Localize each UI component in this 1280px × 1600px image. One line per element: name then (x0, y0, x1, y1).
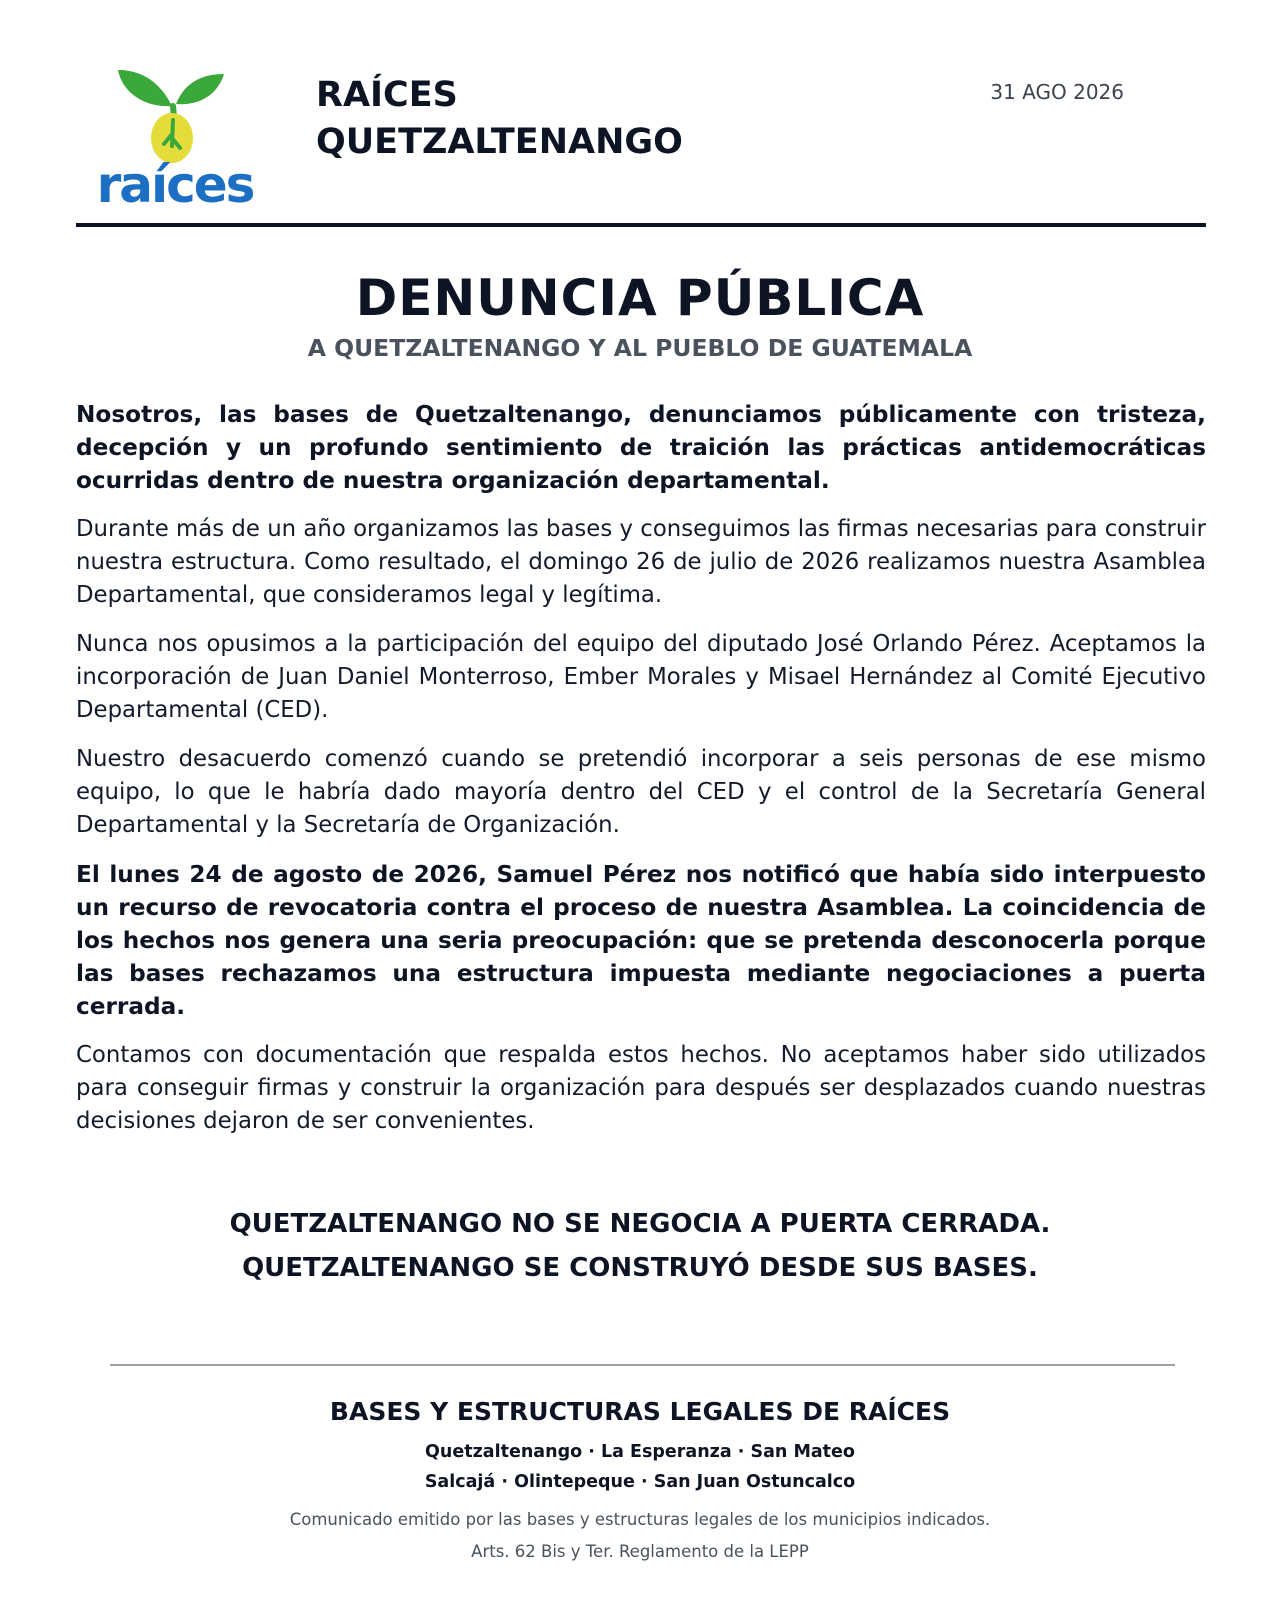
footer-divider (110, 1364, 1175, 1366)
page-subtitle: A QUETZALTENANGO Y AL PUEBLO DE GUATEMALA (307, 334, 973, 362)
paragraph: Durante más de un año organizamos las bases y conseguimos las firmas necesarias para construir nuestra estructura. Como resultado, el domingo 26 de julio de 2026 realizamos nuestra Asamblea Departamental, que consideramos legal y legítima. (76, 516, 1206, 608)
legal-reference: Arts. 62 Bis y Ter. Reglamento de la LEPP (471, 1542, 809, 1561)
municipalities-line1: Quetzaltenango · La Esperanza · San Mateo (425, 1442, 855, 1462)
paragraph: Nuestro desacuerdo comenzó cuando se pretendió incorporar a seis personas de ese mismo equipo, lo que le habría dado mayoría dentro del CED y el control de la Secretaría General Departamental y la Secretaría de Organización. (76, 746, 1206, 838)
logo-wordmark: raíces (96, 156, 254, 214)
org-name-line2: QUETZALTENANGO (316, 122, 683, 162)
statement-body (76, 398, 1206, 1154)
paragraph: Nunca nos opusimos a la participación del equipo del diputado José Orlando Pérez. Aceptamos la incorporación de Juan Daniel Monterroso, Ember Morales y Misael Hernández al Comité Ejecutivo Departamental (CED). (76, 631, 1206, 723)
document-date: 31 AGO 2026 (990, 80, 1124, 104)
footer-note: Comunicado emitido por las bases y estructuras legales de los municipios indicados. (289, 1510, 991, 1529)
page-title: DENUNCIA PÚBLICA (355, 269, 925, 327)
org-name-line1: RAÍCES (316, 75, 458, 115)
footer-title: BASES Y ESTRUCTURAS LEGALES DE RAÍCES (329, 1397, 951, 1426)
org-name (316, 72, 683, 166)
raices-logo (80, 62, 270, 212)
municipalities-line2: Salcajá · Olintepeque · San Juan Ostuncalco (424, 1472, 856, 1492)
header-divider (76, 223, 1206, 227)
paragraph: Contamos con documentación que respalda estos hechos. No aceptamos haber sido utilizados para conseguir firmas y construir la organización para después ser desplazados cuando nuestras decisiones dejaron de ser convenientes. (76, 1042, 1206, 1134)
slogan-line2: QUETZALTENANGO SE CONSTRUYÓ DESDE SUS BASES. (242, 1253, 1038, 1283)
paragraph: Nosotros, las bases de Quetzaltenango, denunciamos públicamente con tristeza, decepción y un profundo sentimiento de traición las prácticas antidemocráticas ocurridas dentro de nuestra organización departamental. (76, 401, 1206, 494)
slogan-line1: QUETZALTENANGO NO SE NEGOCIA A PUERTA CERRADA. (229, 1209, 1051, 1239)
slogan (0, 1202, 1280, 1290)
paragraph: El lunes 24 de agosto de 2026, Samuel Pérez nos notificó que había sido interpuesto un recurso de revocatoria contra el proceso de nuestra Asamblea. La coincidencia de los hechos nos genera una seria preocupación: que se pretenda desconocerla porque las bases rechazamos una estructura impuesta mediante negociaciones a puerta cerrada. (76, 861, 1206, 1020)
